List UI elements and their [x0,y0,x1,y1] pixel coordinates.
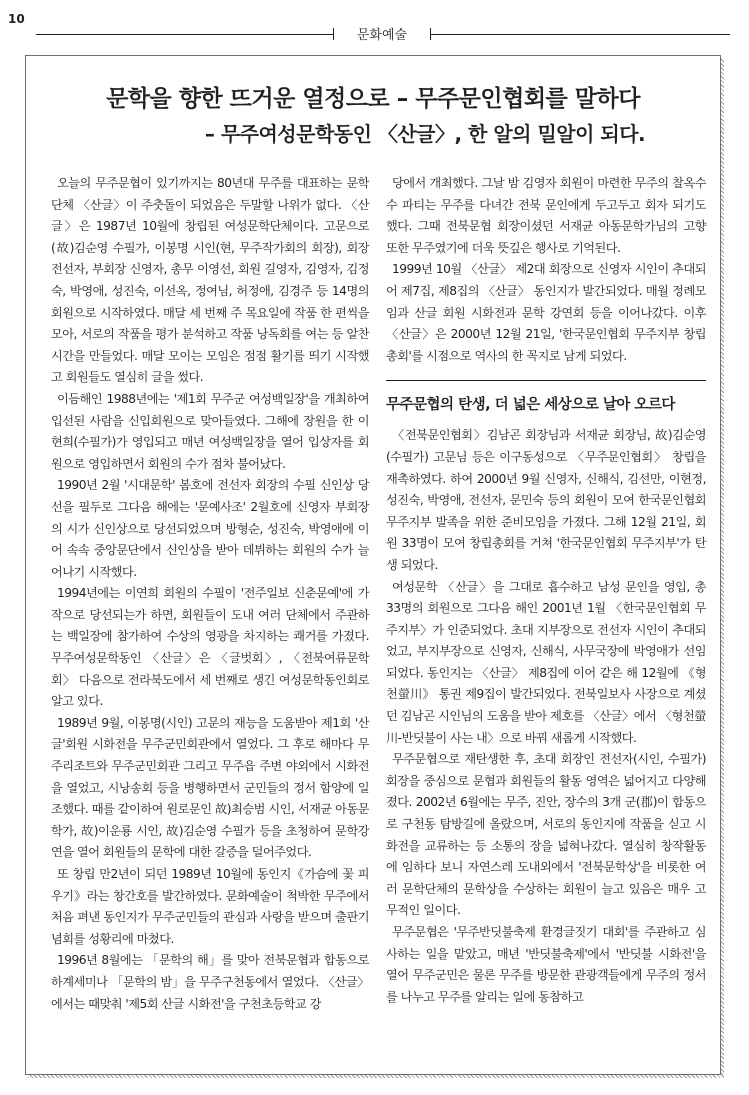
paragraph: 오늘의 무주문협이 있기까지는 80년대 무주를 대표하는 문학단체 〈산글〉이 주춧돌이 되었음은 두말할 나위가 없다. 〈산글〉은 1987년 10월에 창립된 여성문학단체이다. 고문으로 (故)김순영 수필가, 이봉명 시인(현, 무주작가회의 회장), 회장 전선자, 부회장 신영자, 총무 이영선, 회원 길영자, 김영자, 김정숙, 박영애, 성진숙, 이선옥, 정여님, 허정애, 김경주 등 14명의 회원으로 시작하였다. 매달 세 번째 주 목요일에 작품 한 편씩을 모아, 서로의 작품을 평가 분석하고 작품 낭독회를 여는 등 알찬 시간을 만들었다. 매달 모이는 모임은 점점 활기를 띄기 시작했고 회원들도 열심히 글을 썼다. [51,176,369,385]
article-subtitle: – 무주여성문학동인 〈산글〉, 한 알의 밀알이 되다. [204,122,646,146]
paragraph: 1989년 9월, 이봉명(시인) 고문의 재능을 도움받아 제1회 '산글'회원 시화전을 무주군민회관에서 열었다. 그 후로 해마다 무주리조트와 무주군민회관 그리고 무주읍 주변 야외에서 시화전을 열었고, 시낭송회 등을 병행하면서 군민들의 정서 함양에 일조했다. 때를 같이하여 원로문인 故)최승범 시인, 서재균 아동문학가, 故)이운룡 시인, 故)김순영 수필가 등을 초청하여 문학강연을 열어 회원들의 문학에 대한 갈증을 덜어주었다. [51,715,369,860]
header-rule-left [36,34,333,35]
section-label: 문화예술 [356,28,408,43]
paragraph: 1996년 8월에는 「문학의 해」를 맞아 전북문협과 합동으로 하계세미나 「문학의 밤」을 무주구천동에서 열었다. 〈산글〉에서는 때맞춰 '제5회 산글 시화전'을 구천초등학교 강 [51,953,369,1011]
paragraph: 1999년 10월 〈산글〉 제2대 회장으로 신영자 시인이 추대되어 제7집, 제8집의 〈산글〉 동인지가 발간되었다. 매월 정례모임과 산글 회원 시화전과 문학 강연회 등을 이어나갔다. 이후 〈산글〉은 2000년 12월 21일, '한국문인협회 무주지부 창립총회'를 시점으로 역사의 한 꼭지로 남게 되었다. [386,262,706,363]
header-rule-right [430,34,730,35]
frame-shadow-right [721,58,724,1078]
paragraph: 이듬해인 1988년에는 '제1회 무주군 여성백일장'을 개최하여 입선된 사람을 신입회원으로 맞아들였다. 그해에 장원을 한 이현희(수필가)가 영입되고 매년 여성백일장을 열어 입상자를 회원으로 영입하면서 회원의 수가 점차 불어났다. [51,391,369,471]
paragraph: 〈전북문인협회〉김남곤 회장님과 서재균 회장님, 故)김순영(수필가) 고문님 등은 이구동성으로 〈무주문인협회〉 창립을 재촉하였다. 하여 2000년 9월 신영자, 신해식, 김선만, 이현정, 성진숙, 박영애, 전선자, 문민숙 등의 회원이 모여 한국문인협회 무주지부 발족을 위한 준비모임을 가졌다. 그해 12월 21일, 회원 33명이 모여 창립총회를 거쳐 '한국문인협회 무주지부'가 탄생 되었다. [386,428,706,572]
right-column [386,173,706,1008]
paragraph: 1994년에는 이연희 회원의 수필이 '전주일보 신춘문예'에 가작으로 당선되는가 하면, 회원들이 도내 여러 단체에서 주관하는 백일장에 참가하여 수상의 영광을 차지하는 쾌거를 가졌다. 무주여성문학동인 〈산글〉은 〈글벗회〉, 〈전북여류문학회〉 다음으로 전라북도에서 세 번째로 생긴 여성문학동인회로 알고 있다. [51,586,369,709]
article-title: 문학을 향한 뜨거운 열정으로 – 무주문인협회를 말하다 [106,86,640,112]
section-heading: 무주문협의 탄생, 더 넓은 세상으로 날아 오르다 [386,380,706,415]
left-column [51,173,369,1015]
frame-shadow-bottom [28,1075,724,1078]
paragraph: 여성문학 〈산글〉을 그대로 흡수하고 남성 문인을 영입, 총 33명의 회원으로 그다음 해인 2001년 1월 〈한국문인협회 무주지부〉가 인준되었다. 초대 지부장으로 전선자 시인이 추대되었고, 부지부장으로 신영자, 신해식, 사무국장에 박영애가 선임되었다. 동인지는 〈산글〉 제8집에 이어 같은 해 12월에 《형천螢川》 통권 제9집이 발간되었다. 전북일보사 사장으로 계셨던 김남곤 시인님의 도움을 받아 제호를 〈산글〉에서 〈형천螢川-반딧불이 사는 내〉으로 바꿔 새롭게 시작했다. [386,579,706,745]
paragraph: 무주문협으로 재탄생한 후, 초대 회장인 전선자(시인, 수필가) 회장을 중심으로 문협과 회원들의 활동 영역은 넓어지고 다양해졌다. 2002년 6월에는 무주, 진안, 장수의 3개 군(郡)이 합동으로 구천동 탐방길에 올랐으며, 서로의 동인지에 작품을 싣고 시화전을 교류하는 등 소통의 장을 넓혀나갔다. 열심히 창작활동에 임하다 보니 자연스레 도내외에서 '전북문학상'을 비롯한 여러 문학단체의 문학상을 수상하는 회원이 늘고 있음은 매우 고무적인 일이다. [386,752,706,918]
paragraph: 당에서 개최했다. 그날 밤 김영자 회원이 마련한 무주의 찰옥수수 파티는 무주를 다녀간 전북 문인에게 두고두고 회자 되기도 했다. 그때 전북문협 회장이셨던 서재균 아동문학가님의 고향 또한 무주였기에 더욱 뜻깊은 행사로 기억된다. [386,176,706,255]
paragraph: 무주문협은 '무주반딧불축제 환경글짓기 대회'를 주관하고 심사하는 일을 맡았고, 매년 '반딧불축제'에서 '반딧불 시화전'을 열어 무주군민은 물론 무주를 방문한 관광객들에게 무주의 정서를 나누고 무주를 알리는 일에 동참하고 [386,925,706,1004]
page-number: 10 [8,12,25,26]
paragraph: 또 창립 만2년이 되던 1989년 10월에 동인지《가슴에 꽃 피우기》라는 창간호를 발간하였다. 문화예술이 척박한 무주에서 처음 펴낸 동인지가 무주군민들의 관심과 사랑을 받으며 출판기념회를 성황리에 마쳤다. [51,867,369,946]
paragraph: 1990년 2월 '시대문학' 봄호에 전선자 회장의 수필 신인상 당선을 필두로 그다음 해에는 '문예사조' 2월호에 신영자 부회장의 시가 신인상으로 당선되었으며 방형순, 성진숙, 박영애에 이어 속속 중앙문단에서 신인상을 받아 데뷔하는 회원의 수가 늘어나기 시작했다. [51,478,369,579]
